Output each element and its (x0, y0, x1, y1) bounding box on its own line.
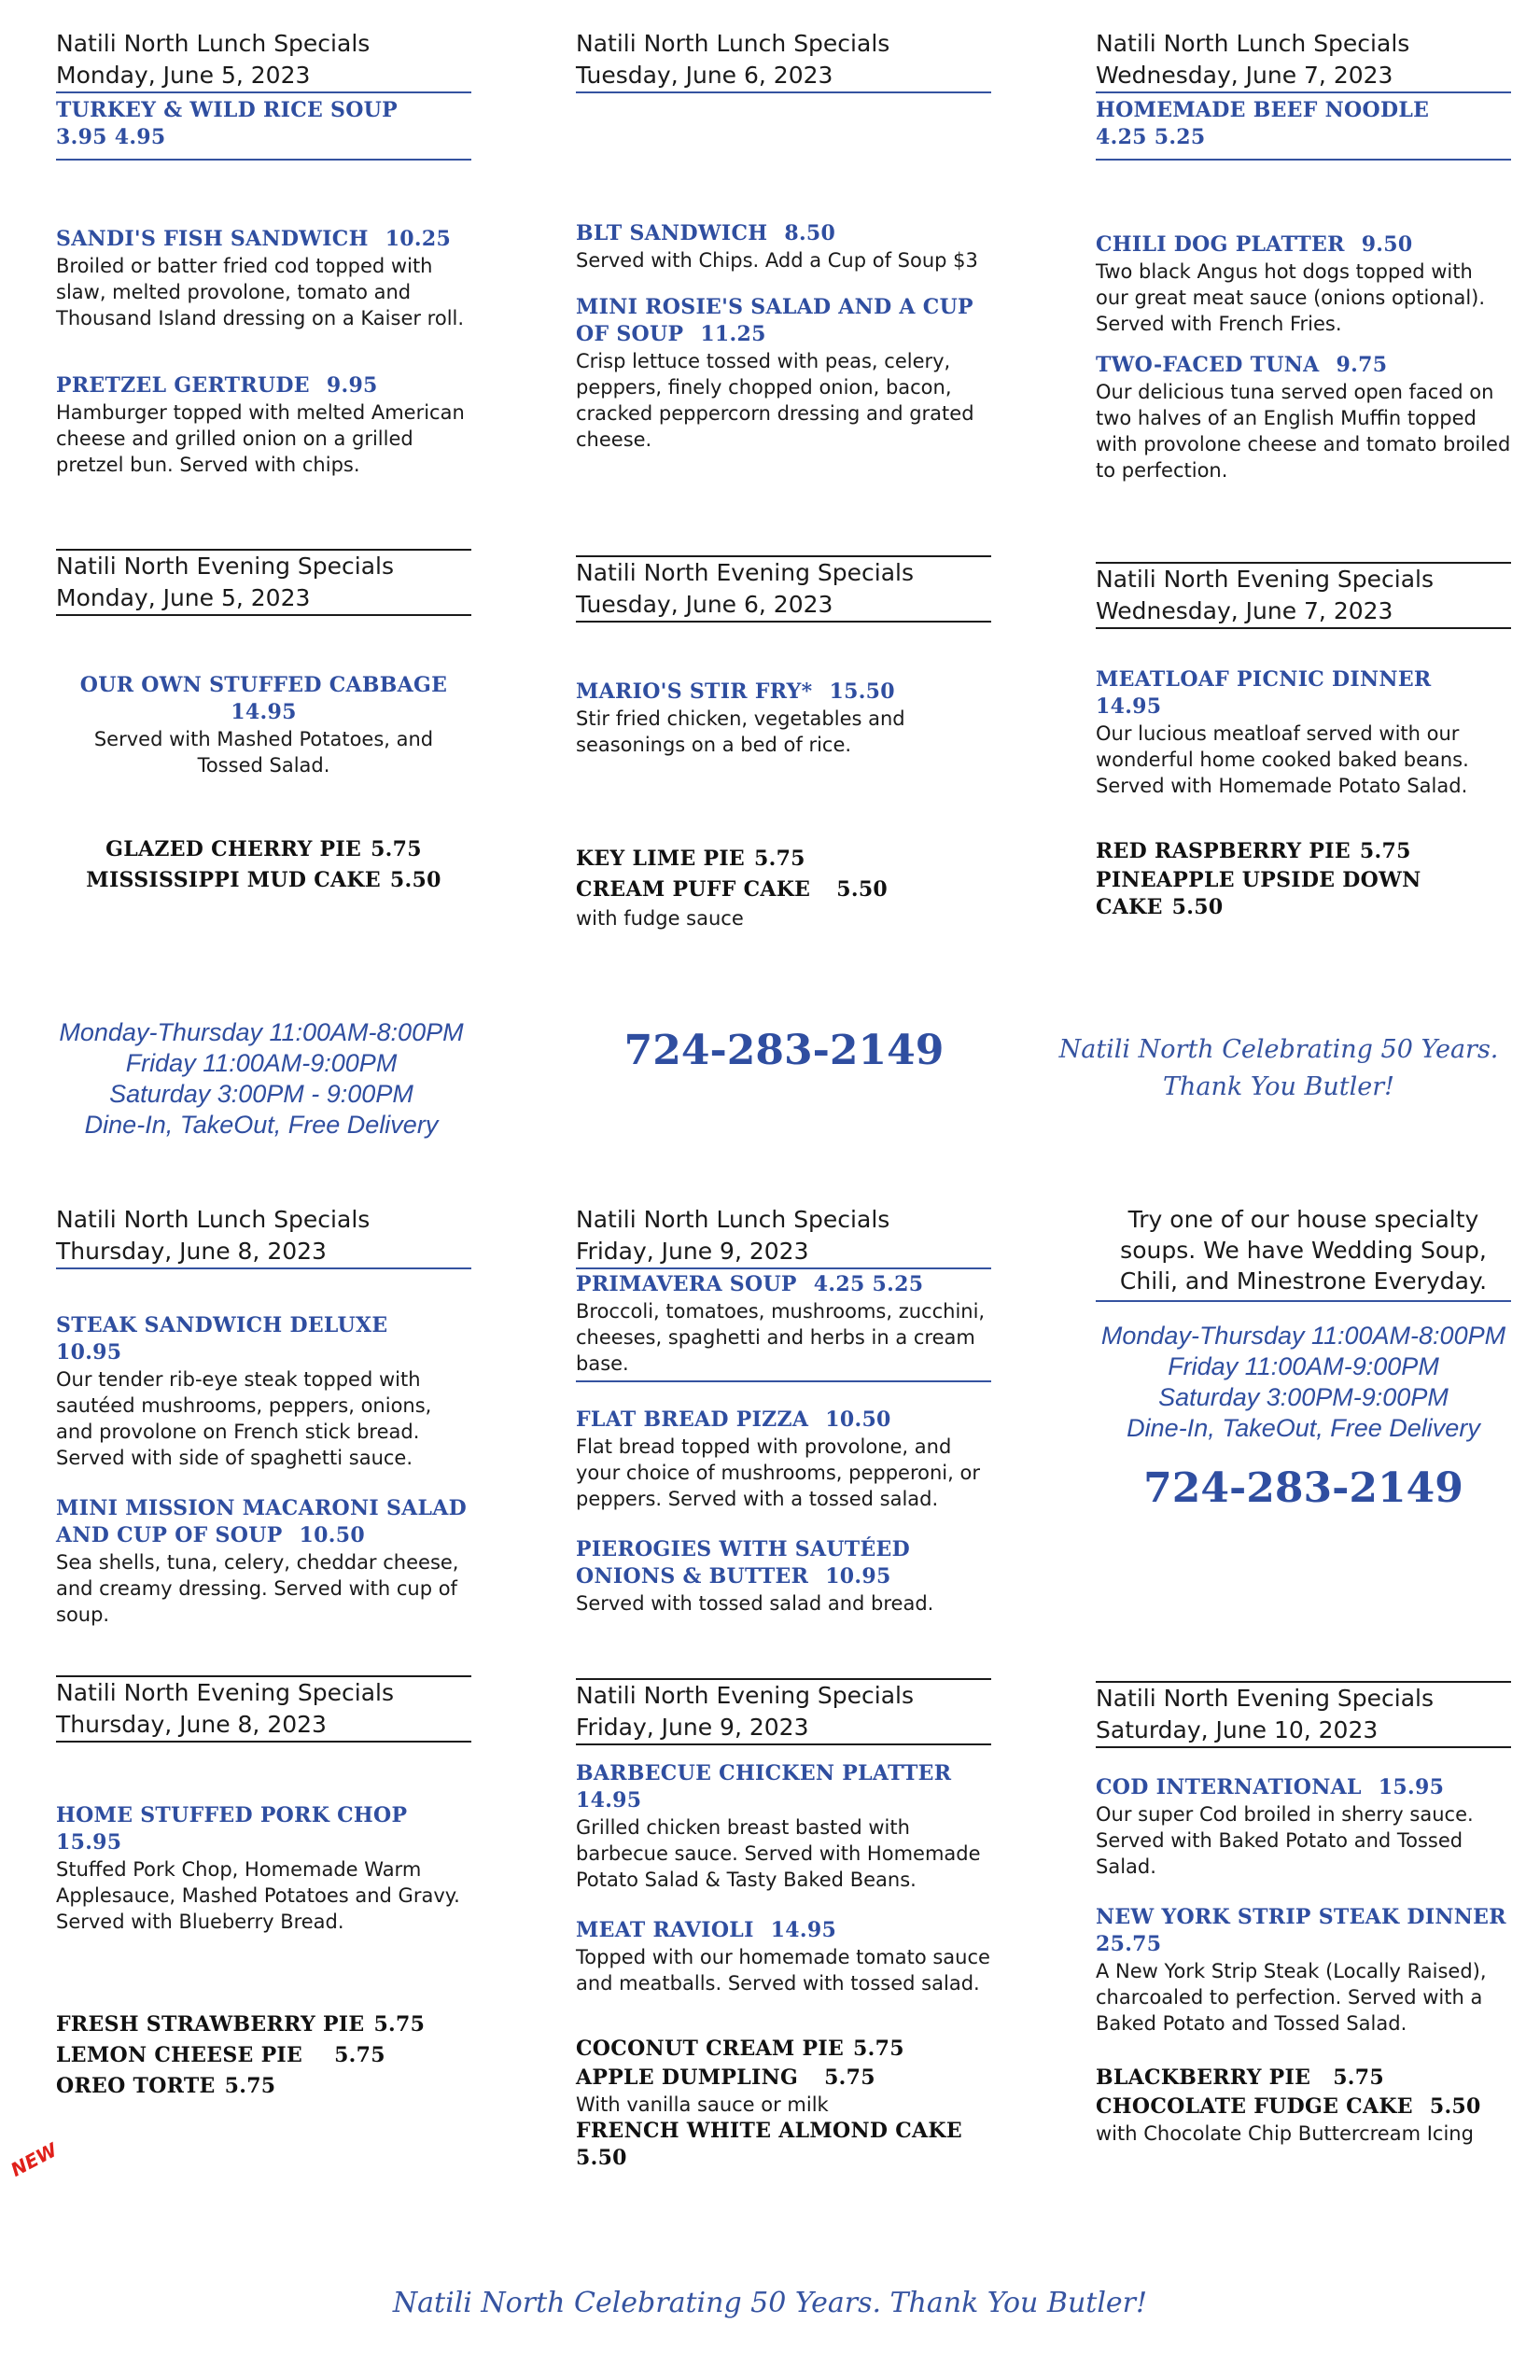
menu-item (576, 1917, 991, 1996)
divider (1096, 159, 1511, 161)
menu-item (56, 1495, 471, 1628)
tuesday-evening-section (576, 555, 991, 931)
section-date: Tuesday, June 6, 2023 (576, 591, 833, 618)
divider (1096, 1300, 1511, 1302)
item-description: Sea shells, tuna, celery, cheddar cheese, and creamy dressing. Served with cup of soup. (56, 1551, 459, 1626)
dessert-price: 5.75 (853, 2037, 904, 2061)
divider (56, 159, 471, 161)
section-title: Natili North Evening Specials (56, 553, 394, 580)
celebration-line-1: Natili North Celebrating 50 Years. (1058, 1035, 1499, 1064)
dessert-name: CREAM PUFF CAKE (576, 877, 811, 902)
dessert-name: LEMON CHEESE PIE (56, 2043, 303, 2067)
new-badge: NEW (7, 2138, 62, 2181)
menu-item (1096, 352, 1511, 483)
hours-friday: Friday 11:00AM-9:00PM (1168, 1352, 1439, 1380)
wednesday-evening-section (1096, 562, 1511, 921)
section-date: Tuesday, June 6, 2023 (576, 62, 833, 89)
item-price: 10.25 (385, 227, 452, 251)
item-title: CHILI DOG PLATTER (1096, 232, 1345, 257)
menu-item (56, 1312, 471, 1471)
item-description: Our lucious meatloaf served with our wonderful home cooked baked beans. Served with Homemade Potato Salad. (1096, 722, 1469, 797)
item-title: MINI MISSION MACARONI SALAD AND CUP OF SOUP (56, 1496, 468, 1547)
dessert-price: 5.50 (836, 877, 889, 902)
dessert-name: KEY LIME PIE (576, 847, 745, 871)
soup-description: Broccoli, tomatoes, mushrooms, zucchini, cheeses, spaghetti and herbs in a cream base. (576, 1300, 986, 1375)
dessert-price: 5.75 (1359, 839, 1411, 863)
item-description: Topped with our homemade tomato sauce and meatballs. Served with tossed salad. (576, 1946, 990, 1995)
section-title: Natili North Evening Specials (576, 559, 914, 586)
menu-item (576, 220, 991, 273)
dessert-note: with fudge sauce (576, 907, 744, 930)
section-title: Natili North Lunch Specials (576, 30, 890, 57)
divider (576, 1267, 991, 1269)
divider (576, 621, 991, 623)
dessert-name: COCONUT CREAM PIE (576, 2037, 845, 2061)
divider (1096, 1746, 1511, 1748)
item-description: Hamburger topped with melted American cheese and grilled onion on a grilled pretzel bun. Served with chips. (56, 401, 465, 476)
hours-block (28, 1017, 495, 1141)
item-price: 15.95 (56, 1830, 122, 1855)
menu-item (56, 672, 471, 778)
dessert-list (576, 2034, 991, 2172)
item-description: Crisp lettuce tossed with peas, celery, peppers, finely chopped onion, bacon, cracked peppercorn dressing and grated cheese. (576, 350, 974, 451)
soup-title: PRIMAVERA SOUP (576, 1272, 797, 1296)
divider (576, 91, 991, 93)
menu-item (576, 1536, 991, 1617)
section-date: Thursday, June 8, 2023 (56, 1711, 327, 1738)
item-description: Stuffed Pork Chop, Homemade Warm Applesauce, Mashed Potatoes and Gravy. Served with Blueberry Bread. (56, 1858, 460, 1933)
item-price: 14.95 (770, 1918, 837, 1942)
house-specialty-section (1096, 1204, 1511, 1512)
dessert-price: 5.75 (754, 847, 805, 871)
divider (56, 91, 471, 93)
dessert-name: CHOCOLATE FUDGE CAKE (1096, 2094, 1413, 2119)
section-date: Monday, June 5, 2023 (56, 584, 311, 611)
item-price: 10.95 (825, 1564, 891, 1589)
hours-weekday: Monday-Thursday 11:00AM-8:00PM (59, 1018, 464, 1046)
section-title: Natili North Evening Specials (1096, 1685, 1434, 1712)
item-description: Served with Chips. Add a Cup of Soup $3 (576, 249, 978, 272)
item-description: Two black Angus hot dogs topped with our great meat sauce (onions optional). Served with French Fries. (1096, 260, 1486, 335)
soup-prices: 3.95 4.95 (56, 125, 166, 149)
section-title: Natili North Lunch Specials (56, 1206, 371, 1233)
service-options: Dine-In, TakeOut, Free Delivery (1127, 1414, 1480, 1442)
soup-prices: 4.25 5.25 (1096, 125, 1206, 149)
divider (56, 614, 471, 616)
item-title: MEATLOAF PICNIC DINNER (1096, 667, 1432, 692)
dessert-price: 5.75 (824, 2065, 875, 2090)
saturday-evening-section (1096, 1681, 1511, 2147)
dessert-name: RED RASPBERRY PIE (1096, 839, 1351, 863)
soup-title: TURKEY & WILD RICE SOUP (56, 98, 399, 122)
item-price: 9.50 (1361, 232, 1413, 257)
dessert-list (1096, 2063, 1511, 2147)
dessert-name: APPLE DUMPLING (576, 2065, 799, 2090)
dessert-name: FRESH STRAWBERRY PIE (56, 2012, 365, 2037)
divider (576, 1380, 991, 1382)
monday-evening-section (56, 549, 471, 896)
section-title: Natili North Lunch Specials (576, 1206, 890, 1233)
thursday-evening-section (56, 1675, 471, 2102)
friday-evening-section (576, 1678, 991, 2172)
hours-friday: Friday 11:00AM-9:00PM (125, 1049, 398, 1077)
item-price: 15.95 (1378, 1775, 1445, 1799)
divider (56, 1741, 471, 1743)
hours-weekday: Monday-Thursday 11:00AM-8:00PM (1100, 1322, 1506, 1350)
dessert-name: MISSISSIPPI MUD CAKE (86, 868, 381, 892)
item-description: Our tender rib-eye steak topped with sautéed mushrooms, peppers, onions, and provolone on French stick bread. Served with side of spaghetti sauce. (56, 1368, 432, 1469)
thursday-lunch-section (56, 1204, 471, 1628)
footer-celebration: Natili North Celebrating 50 Years. Thank You Butler! (392, 2287, 1148, 2319)
item-title: STEAK SANDWICH DELUXE (56, 1313, 388, 1337)
menu-item (576, 1407, 991, 1512)
item-title: PRETZEL GERTRUDE (56, 373, 310, 398)
dessert-note: With vanilla sauce or milk (576, 2093, 829, 2116)
item-description: Grilled chicken breast basted with barbecue sauce. Served with Homemade Potato Salad & Tasty Baked Beans. (576, 1816, 981, 1891)
dessert-list (56, 2009, 471, 2102)
dessert-price: 5.75 (1333, 2065, 1384, 2090)
dessert-list (576, 844, 991, 931)
item-price: 9.95 (326, 373, 378, 398)
dessert-price: 5.50 (1171, 895, 1224, 919)
section-title: Natili North Evening Specials (576, 1682, 914, 1709)
wednesday-lunch-section (1096, 28, 1511, 483)
item-title: HOME STUFFED PORK CHOP (56, 1803, 408, 1827)
item-title: BARBECUE CHICKEN PLATTER (576, 1761, 952, 1785)
item-title: MINI ROSIE'S SALAD AND A CUP OF SOUP (576, 295, 973, 346)
dessert-price: 5.75 (371, 837, 422, 861)
dessert-price: 5.75 (373, 2012, 426, 2037)
item-title: BLT SANDWICH (576, 221, 768, 245)
item-description: Our delicious tuna served open faced on two halves of an English Muffin topped with provolone cheese and tomato broiled to perfection. (1096, 381, 1511, 482)
dessert-name: GLAZED CHERRY PIE (105, 837, 362, 861)
section-date: Friday, June 9, 2023 (576, 1714, 809, 1741)
item-description: A New York Strip Steak (Locally Raised), charcoaled to perfection. Served with a Baked Potato and Tossed Salad. (1096, 1960, 1487, 2035)
item-price: 25.75 (1096, 1932, 1162, 1956)
soup-title: HOMEMADE BEEF NOODLE (1096, 98, 1430, 122)
item-description: Flat bread topped with provolone, and your choice of mushrooms, pepperoni, or peppers. Served with a tossed salad. (576, 1435, 980, 1510)
section-title: Natili North Evening Specials (1096, 566, 1434, 593)
dessert-list (1096, 836, 1511, 921)
menu-item (576, 294, 991, 453)
dessert-list (56, 834, 471, 896)
dessert-price: 5.75 (224, 2074, 276, 2098)
section-date: Thursday, June 8, 2023 (56, 1238, 327, 1265)
item-price: 14.95 (576, 1788, 642, 1813)
tuesday-lunch-section (576, 28, 991, 453)
dessert-name: BLACKBERRY PIE (1096, 2065, 1311, 2090)
item-title: MEAT RAVIOLI (576, 1918, 754, 1942)
item-price: 9.75 (1336, 353, 1388, 377)
hours-saturday: Saturday 3:00PM-9:00PM (1158, 1383, 1449, 1411)
item-title: OUR OWN STUFFED CABBAGE (79, 673, 448, 697)
item-description: Broiled or batter fried cod topped with slaw, melted provolone, tomato and Thousand Island dressing on a Kaiser roll. (56, 255, 465, 329)
menu-item (576, 679, 991, 758)
menu-item (56, 226, 471, 331)
phone-number[interactable]: 724-283-2149 (623, 1027, 945, 1074)
item-price: 14.95 (1096, 694, 1162, 719)
item-title: FLAT BREAD PIZZA (576, 1407, 809, 1432)
section-title: Natili North Lunch Specials (1096, 30, 1410, 57)
item-price: 8.50 (784, 221, 836, 245)
menu-item (1096, 666, 1511, 799)
section-date: Saturday, June 10, 2023 (1096, 1716, 1379, 1743)
item-title: TWO-FACED TUNA (1096, 353, 1320, 377)
phone-number[interactable]: 724-283-2149 (1143, 1464, 1463, 1512)
item-description: Stir fried chicken, vegetables and seasonings on a bed of rice. (576, 707, 905, 756)
section-title: Natili North Lunch Specials (56, 30, 371, 57)
soup-prices: 4.25 5.25 (813, 1272, 924, 1296)
item-price: 10.50 (299, 1523, 365, 1547)
divider (1096, 627, 1511, 629)
hours-saturday: Saturday 3:00PM - 9:00PM (109, 1080, 413, 1108)
menu-item (576, 1760, 991, 1893)
friday-lunch-section (576, 1204, 991, 1617)
menu-item (1096, 1904, 1511, 2037)
item-price: 11.25 (700, 322, 766, 346)
section-date: Friday, June 9, 2023 (576, 1238, 809, 1265)
dessert-name: FRENCH WHITE ALMOND CAKE (576, 2119, 962, 2143)
item-description: Served with Mashed Potatoes, and Tossed Salad. (93, 728, 434, 777)
dessert-price: 5.50 (576, 2146, 627, 2170)
menu-item (1096, 1774, 1511, 1880)
item-title: NEW YORK STRIP STEAK DINNER (1096, 1905, 1506, 1929)
dessert-name: OREO TORTE (56, 2074, 216, 2098)
item-price: 15.50 (829, 679, 895, 704)
item-title: MARIO'S STIR FRY* (576, 679, 813, 704)
dessert-price: 5.75 (334, 2043, 385, 2067)
dessert-name: PINEAPPLE UPSIDE DOWN CAKE (1096, 868, 1421, 919)
hours-block (1096, 1321, 1511, 1444)
menu-item (56, 372, 471, 478)
dessert-price: 5.50 (389, 868, 441, 892)
celebration-line-2: Thank You Butler! (1163, 1072, 1394, 1101)
divider (576, 1743, 991, 1745)
item-price: 10.50 (825, 1407, 891, 1432)
menu-item (56, 1802, 471, 1935)
section-date: Monday, June 5, 2023 (56, 62, 311, 89)
item-title: SANDI'S FISH SANDWICH (56, 227, 369, 251)
item-description: Served with tossed salad and bread. (576, 1592, 934, 1615)
service-options: Dine-In, TakeOut, Free Delivery (84, 1111, 439, 1139)
item-title: COD INTERNATIONAL (1096, 1775, 1362, 1799)
section-date: Wednesday, June 7, 2023 (1096, 62, 1393, 89)
item-title: PIEROGIES WITH SAUTÉED ONIONS & BUTTER (576, 1537, 910, 1589)
item-price: 14.95 (231, 700, 297, 724)
divider (1096, 91, 1511, 93)
monday-lunch-section (56, 28, 471, 478)
dessert-price: 5.50 (1429, 2094, 1481, 2119)
house-specialty-text: Try one of our house specialty soups. We have Wedding Soup, Chili, and Minestrone Everyday. (1119, 1206, 1488, 1295)
menu-item (1096, 231, 1511, 337)
section-date: Wednesday, June 7, 2023 (1096, 597, 1393, 624)
divider (56, 1267, 471, 1269)
item-price: 10.95 (56, 1340, 122, 1365)
item-description: Our super Cod broiled in sherry sauce. Served with Baked Potato and Tossed Salad. (1096, 1803, 1474, 1878)
celebration-note (1045, 1031, 1512, 1106)
section-title: Natili North Evening Specials (56, 1679, 394, 1706)
dessert-note: with Chocolate Chip Buttercream Icing (1096, 2122, 1474, 2145)
